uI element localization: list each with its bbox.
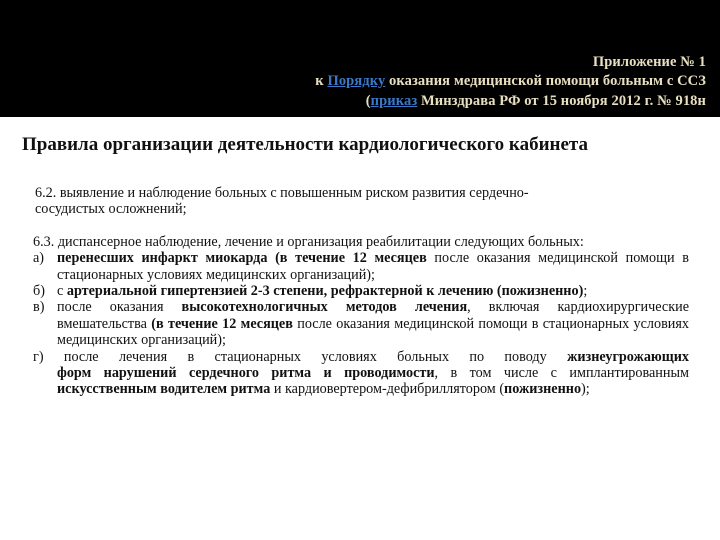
decree-open: ( [365, 93, 371, 109]
order-prefix: к [315, 73, 328, 89]
item-g-text4: ); [581, 381, 590, 398]
item-g-text3: и кардиовертером-дефибриллятором ( [270, 381, 505, 398]
paragraph-6-2 [33, 185, 689, 218]
page-title: Правила организации деятельности кардиологического кабинета [22, 134, 588, 155]
item-g-first-line [33, 349, 689, 365]
item-v-text1: после оказания [57, 299, 182, 316]
decree-rest: Минздрава РФ от 15 ноября 2012 г. № 918н [417, 93, 706, 109]
order-rest: оказания медицинской помощи больным с ССЗ [385, 73, 706, 89]
item-g-text2: , в том числе с имплантированным [434, 365, 689, 382]
decree-link[interactable]: приказ [370, 93, 418, 109]
list-marker-a: а) [33, 250, 45, 267]
order-link[interactable]: Порядку [327, 73, 386, 89]
paragraph-6-2-line2: сосудистых осложнений; [35, 201, 187, 218]
appendix-number: Приложение № 1 [592, 54, 706, 70]
item-g-text1: г) после лечения в стационарных условиях больных по поводу [33, 348, 568, 365]
list-marker-b: б) [33, 283, 45, 300]
appendix-decree-line [366, 93, 706, 110]
item-a-bold: перенесших инфаркт миокарда (в течение 12 месяцев [57, 250, 427, 267]
paragraph-6-3: 6.3. диспансерное наблюдение, лечение и организация реабилитации следующих больных: [33, 233, 584, 250]
item-b-text1: с [57, 283, 67, 300]
rules-content [33, 185, 689, 398]
paragraph-6-2-line1: 6.2. выявление и наблюдение больных с повышенным риском развития сердечно- [35, 185, 529, 201]
item-b-bold: артериальной гипертензией 2-3 степени, рефрактерной к лечению (пожизненно) [66, 283, 584, 300]
header-bar [0, 0, 720, 117]
list-item-v [33, 299, 689, 348]
item-g-bold4: пожизненно [504, 381, 582, 398]
item-b-text2: ; [583, 283, 588, 300]
item-g-bold3: искусственным водителем ритма [57, 381, 271, 398]
list-marker-v: в) [33, 299, 45, 316]
list-item-a [33, 250, 689, 283]
item-a-text: после оказания медицинской помощи в стационарных условиях медицинских организаций); [57, 250, 689, 283]
item-v-bold1: высокотехнологичных методов лечения [181, 299, 468, 316]
appendix-order-line [315, 73, 706, 90]
list-item-b [33, 283, 689, 299]
item-v-text2: , включая кардиохирургические вмешательства [57, 299, 689, 332]
item-g-bold2: форм нарушений сердечного ритма и проводимости [57, 365, 435, 382]
item-v-bold2: (в течение 12 месяцев [151, 315, 293, 332]
list-item-g [33, 349, 689, 398]
item-v-text3: после оказания медицинской помощи в стационарных условиях медицинских организаций); [57, 315, 689, 349]
item-g-bold1: жизнеугрожающих [567, 348, 689, 365]
